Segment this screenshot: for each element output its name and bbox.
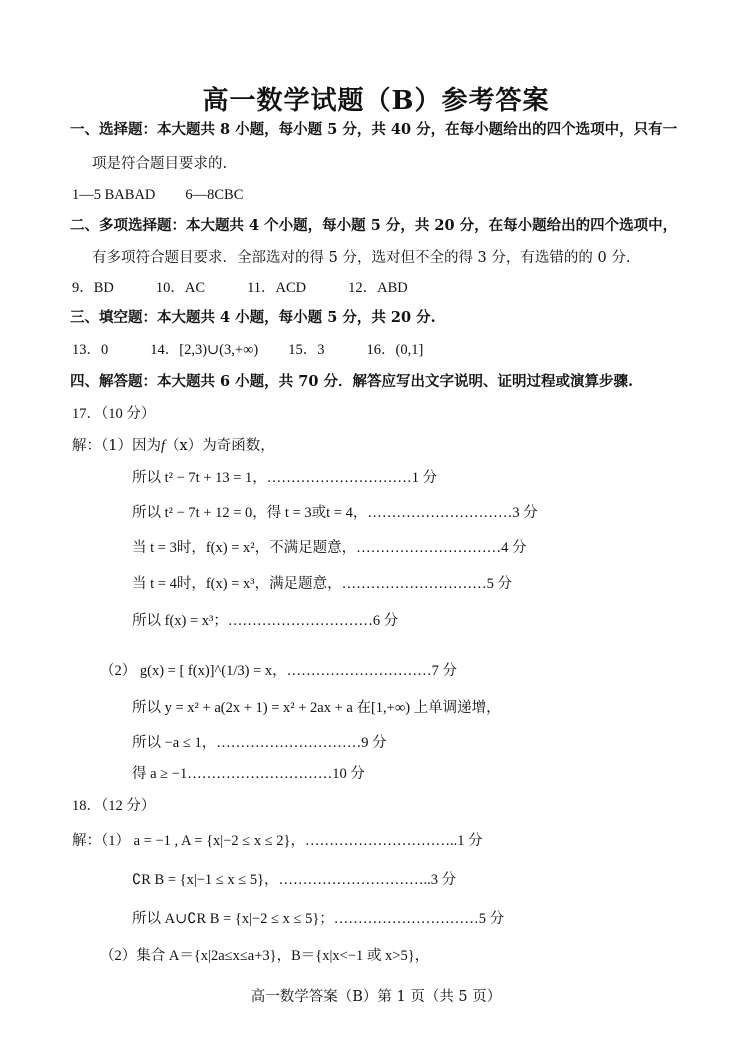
page-title: 高一数学试题（B）参考答案	[202, 86, 550, 116]
section1-heading-cont: 项是符合题目要求的.	[92, 156, 228, 172]
answer-12: 12．ABD	[348, 280, 408, 296]
section3-answers	[72, 340, 423, 360]
q17-step1: 解：（1）因为f（x）为奇函数，	[72, 438, 275, 454]
section1-heading: 一、选择题：本大题共 8 小题，每小题 5 分，共 40 分，在每小题给出的四个选项中，只有一	[70, 121, 678, 138]
answer-6-8: 6—8CBC	[185, 187, 244, 203]
q17-step3: 所以 t² − 7t + 12 = 0，得 t = 3或t = 4，…………………………3 分	[132, 505, 538, 521]
q17-step2: 所以 t² − 7t + 13 = 1，…………………………1 分	[132, 470, 438, 486]
answer-11: 11．ACD	[247, 280, 307, 296]
page-footer: 高一数学答案（B）第 1 页（共 5 页）	[250, 989, 502, 1005]
q17-step6: 所以 f(x) = x³；…………………………6 分	[132, 613, 399, 629]
answer-13: 13．0	[72, 342, 109, 358]
q17-part2: （2） g(x) = [ f(x)]^(1/3) = x，…………………………7 分	[100, 663, 458, 679]
section2-heading-cont: 有多项符合题目要求．全部选对的得 5 分，选对但不全的得 3 分，有选错的的 0 分.	[92, 250, 631, 266]
q17-heading: 17．（10 分）	[72, 406, 156, 422]
q18-heading: 18．（12 分）	[72, 798, 156, 814]
section4-heading: 四、解答题：本大题共 6 小题，共 70 分．解答应写出文字说明、证明过程或演算步骤.	[70, 373, 634, 390]
q18-step3: 所以 A∪∁R B = {x|−2 ≤ x ≤ 5}；…………………………5 分	[132, 911, 505, 927]
answer-15: 15．3	[288, 342, 325, 358]
answer-1-5: 1—5 BABAD	[72, 187, 156, 203]
answer-14: [2,3)∪(3,+∞)	[179, 342, 259, 358]
answer-9: 9．BD	[72, 280, 114, 296]
section3-heading: 三、填空题：本大题共 4 小题，每小题 5 分，共 20 分.	[70, 309, 436, 326]
q17-part2-step1: 所以 y = x² + a(2x + 1) = x² + 2ax + a 在[1,+∞) 上单调递增，	[132, 700, 501, 716]
q17-part2-step2: 所以 −a ≤ 1，…………………………9 分	[132, 735, 387, 751]
q17-step4: 当 t = 3时，f(x) = x²，不满足题意，…………………………4 分	[132, 540, 527, 556]
q17-part2-step3: 得 a ≥ −1…………………………10 分	[132, 766, 365, 782]
q17-step5: 当 t = 4时，f(x) = x³，满足题意，…………………………5 分	[132, 576, 512, 592]
answer-10: 10．AC	[155, 280, 206, 296]
section2-answers	[72, 278, 408, 298]
answer-16: 16．(0,1]	[366, 342, 424, 358]
section2-heading: 二、多项选择题：本大题共 4 个小题，每小题 5 分，共 20 分，在每小题给出的四个选项中，	[70, 217, 678, 234]
section1-answers	[72, 185, 243, 205]
answer-14-label: 14．	[150, 342, 180, 358]
q18-step2: ∁R B = {x|−1 ≤ x ≤ 5}，…………………………..3 分	[132, 872, 457, 888]
q18-step1: 解：（1） a = −1 , A = {x|−2 ≤ x ≤ 2}，…………………………..1 分	[72, 833, 483, 849]
q18-part2: （2）集合 A＝{x|2a≤x≤a+3}，B＝{x|x<−1 或 x>5}，	[100, 948, 430, 964]
